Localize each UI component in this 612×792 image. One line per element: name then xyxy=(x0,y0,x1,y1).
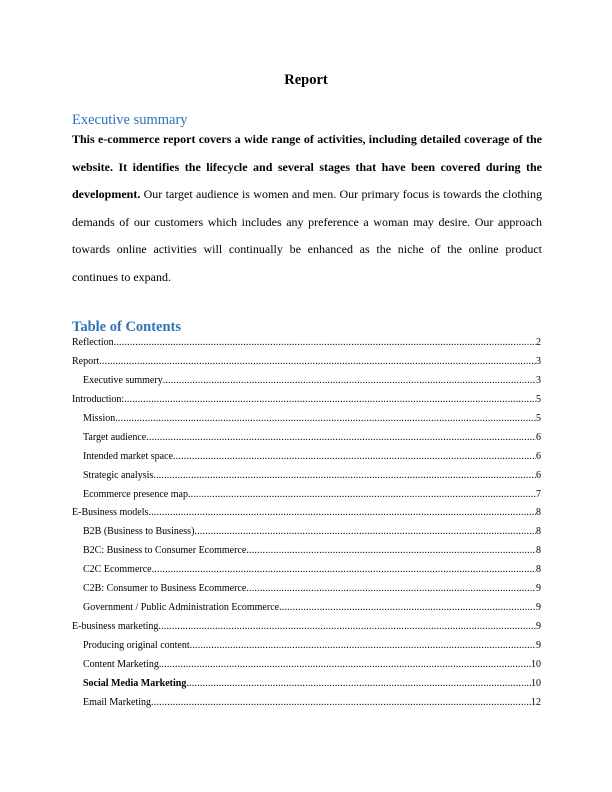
toc-leader xyxy=(186,678,531,690)
toc-entry-c2c[interactable] xyxy=(72,564,541,583)
toc-entry-e-business-marketing[interactable] xyxy=(72,621,541,640)
toc-leader xyxy=(190,640,536,652)
toc-leader xyxy=(173,451,536,463)
toc-entry-page: 6 xyxy=(536,450,541,462)
toc-entry-label: Reflection xyxy=(72,337,114,348)
toc-entry-label: Email Marketing xyxy=(83,696,152,708)
toc-entry-b2c[interactable] xyxy=(72,545,541,564)
toc-entry-label: C2B: Consumer to Business Ecommerce xyxy=(83,583,247,595)
toc-entry-label: Executive summery xyxy=(83,374,163,386)
toc-entry-page: 8 xyxy=(536,545,541,557)
executive-summary-paragraph xyxy=(72,126,542,292)
toc-entry-page: 9 xyxy=(536,621,541,633)
toc-leader xyxy=(151,697,531,709)
toc-entry-label: Content Marketing xyxy=(83,658,159,670)
toc-entry-label: Introduction: xyxy=(72,393,125,405)
toc-entry-label: C2C Ecommerce xyxy=(83,564,152,576)
toc-leader xyxy=(159,659,531,671)
toc-entry-label: Social Media Marketing xyxy=(83,677,187,689)
toc-leader xyxy=(246,545,536,557)
toc-entry-page: 9 xyxy=(536,583,541,595)
toc-entry-introduction[interactable] xyxy=(72,394,541,413)
toc-entry-target-audience[interactable] xyxy=(72,432,541,451)
toc-leader xyxy=(99,356,536,368)
toc-leader xyxy=(246,583,536,595)
toc-entry-ecommerce-presence-map[interactable] xyxy=(72,489,541,508)
toc-entry-label: B2C: Business to Consumer Ecommerce xyxy=(83,545,247,557)
toc-entry-label: Strategic analysis xyxy=(83,469,154,481)
table-of-contents xyxy=(72,337,541,716)
toc-entry-executive-summery[interactable] xyxy=(72,375,541,394)
toc-heading: Table of Contents xyxy=(72,319,182,335)
toc-entry-label: Ecommerce presence map xyxy=(83,488,188,500)
toc-entry-page: 5 xyxy=(536,393,541,405)
toc-entry-label: Intended market space xyxy=(83,450,173,462)
toc-entry-label: Target audience xyxy=(83,431,147,443)
toc-entry-mission[interactable] xyxy=(72,413,541,432)
toc-leader xyxy=(115,413,536,425)
toc-entry-label: Mission xyxy=(83,412,116,424)
toc-entry-page: 8 xyxy=(536,564,541,576)
toc-entry-label: Government / Public Administration Ecommerce xyxy=(83,602,280,614)
toc-entry-b2b[interactable] xyxy=(72,526,541,545)
toc-entry-label: B2B (Business to Business) xyxy=(83,526,195,538)
toc-entry-social-media-marketing[interactable] xyxy=(72,678,541,697)
toc-entry-strategic-analysis[interactable] xyxy=(72,470,541,489)
toc-entry-page: 10 xyxy=(531,658,541,670)
toc-entry-page: 2 xyxy=(536,337,541,348)
toc-leader xyxy=(188,489,536,501)
toc-entry-page: 12 xyxy=(531,696,541,708)
toc-entry-c2b[interactable] xyxy=(72,583,541,602)
toc-entry-page: 5 xyxy=(536,412,541,424)
toc-leader xyxy=(163,375,536,387)
toc-entry-label: Producing original content xyxy=(83,640,190,651)
toc-entry-page: 6 xyxy=(536,469,541,481)
toc-entry-label: Report xyxy=(72,355,100,367)
toc-entry-label: E-Business models xyxy=(72,507,149,519)
toc-entry-page: 6 xyxy=(536,431,541,443)
toc-entry-page: 3 xyxy=(536,355,541,367)
toc-leader xyxy=(194,526,536,538)
toc-leader xyxy=(279,602,536,614)
toc-entry-page: 10 xyxy=(531,677,541,689)
toc-entry-intended-market-space[interactable] xyxy=(72,451,541,470)
executive-summary-bold-text: This e-commerce report covers a wide range of activities, including detailed coverage of the website. It identifies the lifecycle and several stages that have been covered during the development. xyxy=(72,132,542,202)
toc-entry-label: E-business marketing xyxy=(72,621,159,633)
toc-leader xyxy=(158,621,536,633)
toc-entry-page: 8 xyxy=(536,507,541,519)
toc-entry-producing-original-content[interactable] xyxy=(72,640,541,659)
toc-leader xyxy=(148,507,536,519)
toc-entry-report[interactable] xyxy=(72,356,541,375)
executive-summary-heading: Executive summary xyxy=(72,112,188,128)
toc-leader xyxy=(152,564,536,576)
toc-entry-government-ecommerce[interactable] xyxy=(72,602,541,621)
toc-entry-content-marketing[interactable] xyxy=(72,659,541,678)
toc-leader xyxy=(124,394,536,406)
toc-entry-reflection[interactable] xyxy=(72,337,541,356)
executive-summary-text: Our target audience is women and men. Our primary focus is towards the clothing demands of our customers which includes any preference a woman may desire. Our approach towards online activities will continually be enhanced as the niche of the online product continues to expand. xyxy=(72,187,542,284)
toc-leader xyxy=(114,337,536,349)
toc-entry-e-business-models[interactable] xyxy=(72,507,541,526)
toc-entry-page: 9 xyxy=(536,602,541,614)
toc-entry-email-marketing[interactable] xyxy=(72,697,541,716)
toc-entry-page: 9 xyxy=(536,640,541,651)
page-title: Report xyxy=(284,72,328,88)
toc-leader xyxy=(146,432,536,444)
toc-leader xyxy=(153,470,536,482)
toc-entry-page: 3 xyxy=(536,374,541,386)
toc-entry-page: 8 xyxy=(536,526,541,538)
toc-entry-page: 7 xyxy=(536,488,541,500)
